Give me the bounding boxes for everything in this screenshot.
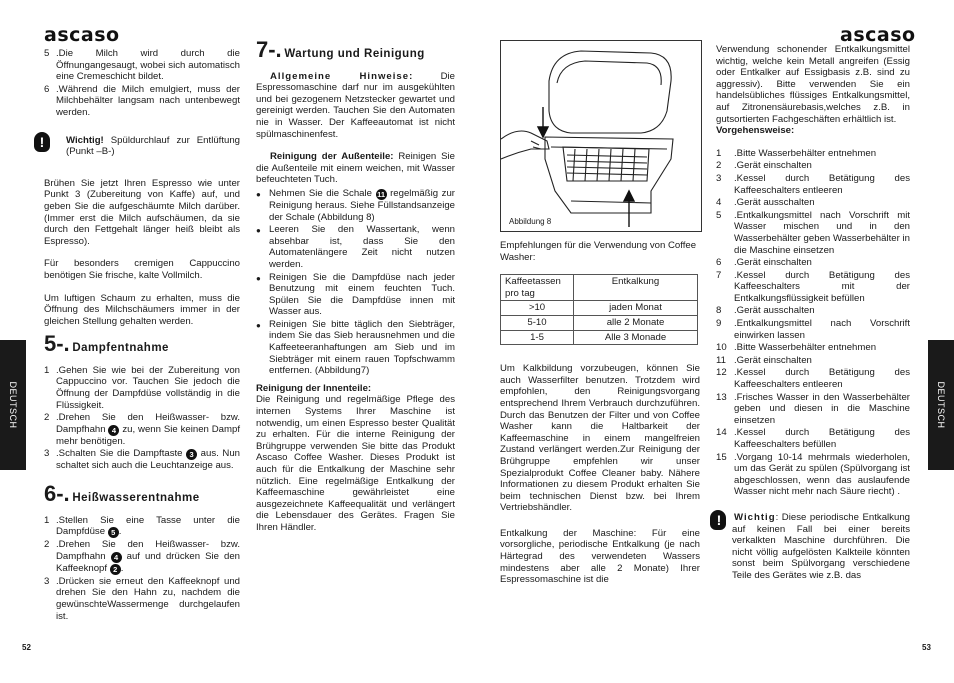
paragraph: Für besonders cremigen Cappuccino benötigen Sie frische, kalte Vollmilch.: [44, 258, 240, 281]
table-header-row: [501, 275, 698, 301]
page-number-right: 53: [922, 643, 931, 652]
list-item: 4 .Gerät ausschalten: [716, 197, 815, 209]
table-header-cell: Kaffeetassen pro tag: [501, 275, 574, 301]
list-item: 15 .Vorgang 10-14 mehrmals wiederholen, um das Gerät zu spülen (Spülvorgang ist abgeschlossen, wenn das auslaufende Wasser nicht mehr nach Säure riecht) .: [716, 451, 910, 498]
section-5-heading: 5-. Dampfentnahme: [44, 331, 169, 357]
list-item: 13 .Frisches Wasser in den Wasserbehälter geben und diesen in die Maschine einsetzen: [716, 391, 910, 426]
table-cell: 1-5: [501, 330, 574, 345]
list-item: 7 .Kessel durch Betätigung des Kaffeeschalters mit der Entkalkungsflüssigkeit befüllen: [716, 269, 910, 304]
column-2: [256, 37, 455, 545]
page-number-left: 52: [22, 643, 31, 652]
paragraph: Brühen Sie jetzt Ihren Espresso wie unter Punkt 3 (Zubereitung von Kaffe) auf, und geben Sie die aufgeschäumte Milch darüber. (Immer erst die Milch aufschäumen, da sie durch den Fettgehalt länger heiß bleibt als Espresso).: [44, 177, 240, 247]
side-tab-left: DEUTSCH: [0, 340, 26, 470]
milk-steps: [44, 48, 240, 119]
list-item: 1 .Gehen Sie wie bei der Zubereitung von Cappuccino vor. Tauchen Sie jedoch die Öffnung der Dampfdüse vollständig in die Flüssigkeit.: [44, 364, 240, 411]
paragraph: Die Reinigung und regelmäßige Pflege des internen Systems Ihrer Maschine ist notwendig, um einen Espresso bester Qualität zu erhalten. Für die interne Reinigung der Brühgruppe verwenden Sie bitte das Produkt Ascaso Coffee Washer. Dieses Produkt ist auch für die Entkalkung der Maschine sehr nützlich. Eine regelmäßige Entkalkung der Kaffeemaschine gewährleistet eine ausgezeichnete Kaffeequalität und verlängert die Lebensdauer des Gerätes. Fragen Sie Ihren Händler.: [256, 394, 455, 533]
side-tab-right: DEUTSCH: [928, 340, 954, 470]
list-item: ● Leeren Sie den Wassertank, wenn absehbar ist, dass Sie den Automatenlängere Zeit nicht nutzen werden.: [256, 224, 455, 270]
cleaning-bullets: [256, 188, 455, 377]
table-header-cell: Entkalkung: [574, 275, 698, 301]
brand-logo-left: ascaso: [44, 24, 120, 46]
table-cell: 5-10: [501, 315, 574, 330]
espresso-machine-illustration: [501, 41, 701, 231]
list-item: 12 .Kessel durch Betätigung des Kaffeeschalters entleeren: [716, 367, 910, 391]
figure-caption: Abbildung 8: [509, 217, 552, 226]
table-cell: jaden Monat: [574, 301, 698, 316]
figure-8: [500, 40, 702, 232]
column-4: [716, 44, 910, 582]
table-cell: Alle 3 Monade: [574, 330, 698, 345]
paragraph: Allgemeine Hinweise: Die Espressomaschine darf nur im ausgekühlten und bei gezogenem Netzstecker gewartet und gereinigt werden. Tauchen Sie den Automaten nie in Wasser. Der Kaffeeautomat ist nicht spülmaschinenfest.: [256, 70, 455, 140]
table-row: [501, 315, 698, 330]
warning-icon: !: [34, 132, 50, 152]
list-item: 1 .Stellen Sie eine Tasse unter die Dampfdüse 5 .: [44, 514, 240, 538]
inner-cleaning-heading: Reinigung der Innenteile:: [256, 382, 372, 394]
list-item: 3 .Drücken sie erneut den Kaffeeknopf und drehen Sie den Hahn zu, nachdem die gewünschteWassermenge durchgelaufen ist.: [44, 575, 240, 622]
list-item: 6 .Während die Milch emulgiert, muss der Milchbehälter langsam nach untenbewegt werden.: [44, 83, 240, 118]
list-item: 2 .Drehen Sie den Heißwasser- bzw. Dampfhahn 4 zu, wenn Sie keinen Dampf mehr benötigen.: [44, 412, 240, 447]
list-item: 8 .Gerät ausschalten: [716, 305, 815, 317]
brand-logo-right: ascaso: [840, 24, 916, 46]
column-1: [39, 48, 240, 623]
warning-icon: !: [710, 510, 726, 530]
table-cell: >10: [501, 301, 574, 316]
part-number-badge: 11: [377, 189, 385, 199]
part-number-badge: 3: [186, 449, 197, 460]
list-item: 5 .Die Milch wird durch die Öffnungangesaugt, wobei sich automatisch eine Cremeschicht bildet.: [44, 48, 240, 83]
list-item: 3 .Kessel durch Betätigung des Kaffeeschalters entleeren: [716, 172, 910, 196]
hot-water-steps: [44, 515, 240, 623]
paragraph: Um Kalkbildung vorzubeugen, können Sie auch Wasserfilter benutzen. Trotzdem wird empfohlen, den Reinigungsvorgang entsprechend Ihrem Verbrauch durchzuführen. Durch das Benutzen der Filter und von Coffee Washer kann die Haltbarkeit der Kaffeemaschine in einem mangelfreien Zustand verlängert werden.Zur Reinigung der Brühgruppe empfehlen wir unser Spezialprodukt Coffee Cleaner baby. Nähere Informationen zu diesem Produkt erhalten Sie beim technischen Dienst bzw. bei Ihrem Vertriebshändler.: [500, 363, 700, 514]
warning-note: ! Wichtig: Diese periodische Entkalkung auf keinen Fall bei einer bereits verkalkten Maschine durchführen. Die nicht völlig aufgelösten Kalkteile könnten sonst beim Spülvorgang verschiedene Teile des Gerätes wie z.B. das: [716, 512, 910, 582]
table-intro: Empfehlungen für die Verwendung von Coffee Washer:: [500, 240, 697, 263]
list-item: 2 .Gerät einschalten: [716, 160, 812, 172]
table-cell: alle 2 Monate: [574, 315, 698, 330]
paragraph: Um luftigen Schaum zu erhalten, muss die Öffnung des Milchschäumers immer in der gleichen Stellung gehalten werden.: [44, 292, 240, 327]
list-item: 10 .Bitte Wasserbehälter entnehmen: [716, 342, 877, 354]
list-item: 6 .Gerät einschalten: [716, 257, 812, 269]
list-item: 11 .Gerät einschalten: [716, 354, 812, 366]
list-item: 5 .Entkalkungsmittel nach Vorschrift mit Wasser mischen und in den Wasserbehälter geben Wasserbehälter in die Maschine einsetzen: [716, 209, 910, 256]
list-item: 14 .Kessel durch Betätigung des Kaffeeschalters befüllen: [716, 427, 910, 450]
table-row: [501, 301, 698, 316]
paragraph: Verwendung schonender Entkalkungsmittel wichtig, welche kein Metall angreifen (Essig oder Entkalker auf Essigbasis z.B. sind zu aggressiv). Bitte verwenden Sie ein handelsübliches flüssiges Entkalkungsmittel, auf Zitronensäurebasis,welches z.B. in gutsortierten Fachgeschäften erhältlich ist.: [716, 44, 910, 125]
list-item: ● Nehmen Sie die Schale 11 regelmäßig zur Reinigung heraus. Siehe Füllstandsanzeige der Schale (Abbildung 8): [256, 188, 455, 223]
list-item: ● Reinigen Sie die Dampfdüse nach jeder Benutzung mit einem feuchten Tuch. Spülen Sie die Dampfdüse innen mit Wasser aus.: [256, 272, 455, 318]
list-item: 9 .Entkalkungsmittel nach Vorschrift einwirken lassen: [716, 318, 910, 341]
section-6-heading: 6-. Heißwasserentnahme: [44, 481, 200, 507]
list-item: 1 .Bitte Wasserbehälter entnehmen: [716, 147, 877, 159]
steam-steps: [44, 365, 240, 472]
list-item: 2 .Drehen Sie den Heißwasser- bzw. Dampfhahn 4 auf und drücken Sie den Kaffeeknopf 2 .: [44, 539, 240, 574]
coffee-washer-table: [500, 274, 698, 345]
part-number-badge: 5: [108, 527, 119, 538]
warning-note: ! Wichtig! Spüldurchlauf zur Entlüftung (Punkt –B-): [44, 135, 240, 158]
procedure-heading: Vorgehensweise:: [716, 125, 795, 137]
part-number-badge: 2: [110, 564, 121, 575]
part-number-badge: 4: [108, 425, 119, 436]
descaling-steps: [716, 148, 910, 498]
table-row: [501, 330, 698, 345]
part-number-badge: 4: [111, 552, 122, 563]
column-3: [500, 240, 700, 586]
section-7-heading: 7-. Wartung und Reinigung: [256, 37, 425, 62]
paragraph: Entkalkung der Maschine: Für eine vorsorgliche, periodische Entkalkung (je nach Härtegrad des verwendeten Wassers mindestens aber alle 2 Monate) Ihrer Espressomaschine ist die: [500, 527, 700, 586]
list-item: 3 .Schalten Sie die Dampftaste 3 aus. Nun schaltet sich auch die Leuchtanzeige aus.: [44, 448, 240, 472]
paragraph: Reinigung der Außenteile: Reinigen Sie die Außenteile mit einem weichen, mit Wasser befeuchteten Tuch.: [256, 151, 455, 186]
list-item: ● Reinigen Sie bitte täglich den Siebträger, indem Sie das Sieb herausnehmen und die Kaffeeteeranhaftungen am Sieb und im Siebträger mit einem rauen Topfschwamm entfernen. (Abbildung7): [256, 319, 455, 377]
